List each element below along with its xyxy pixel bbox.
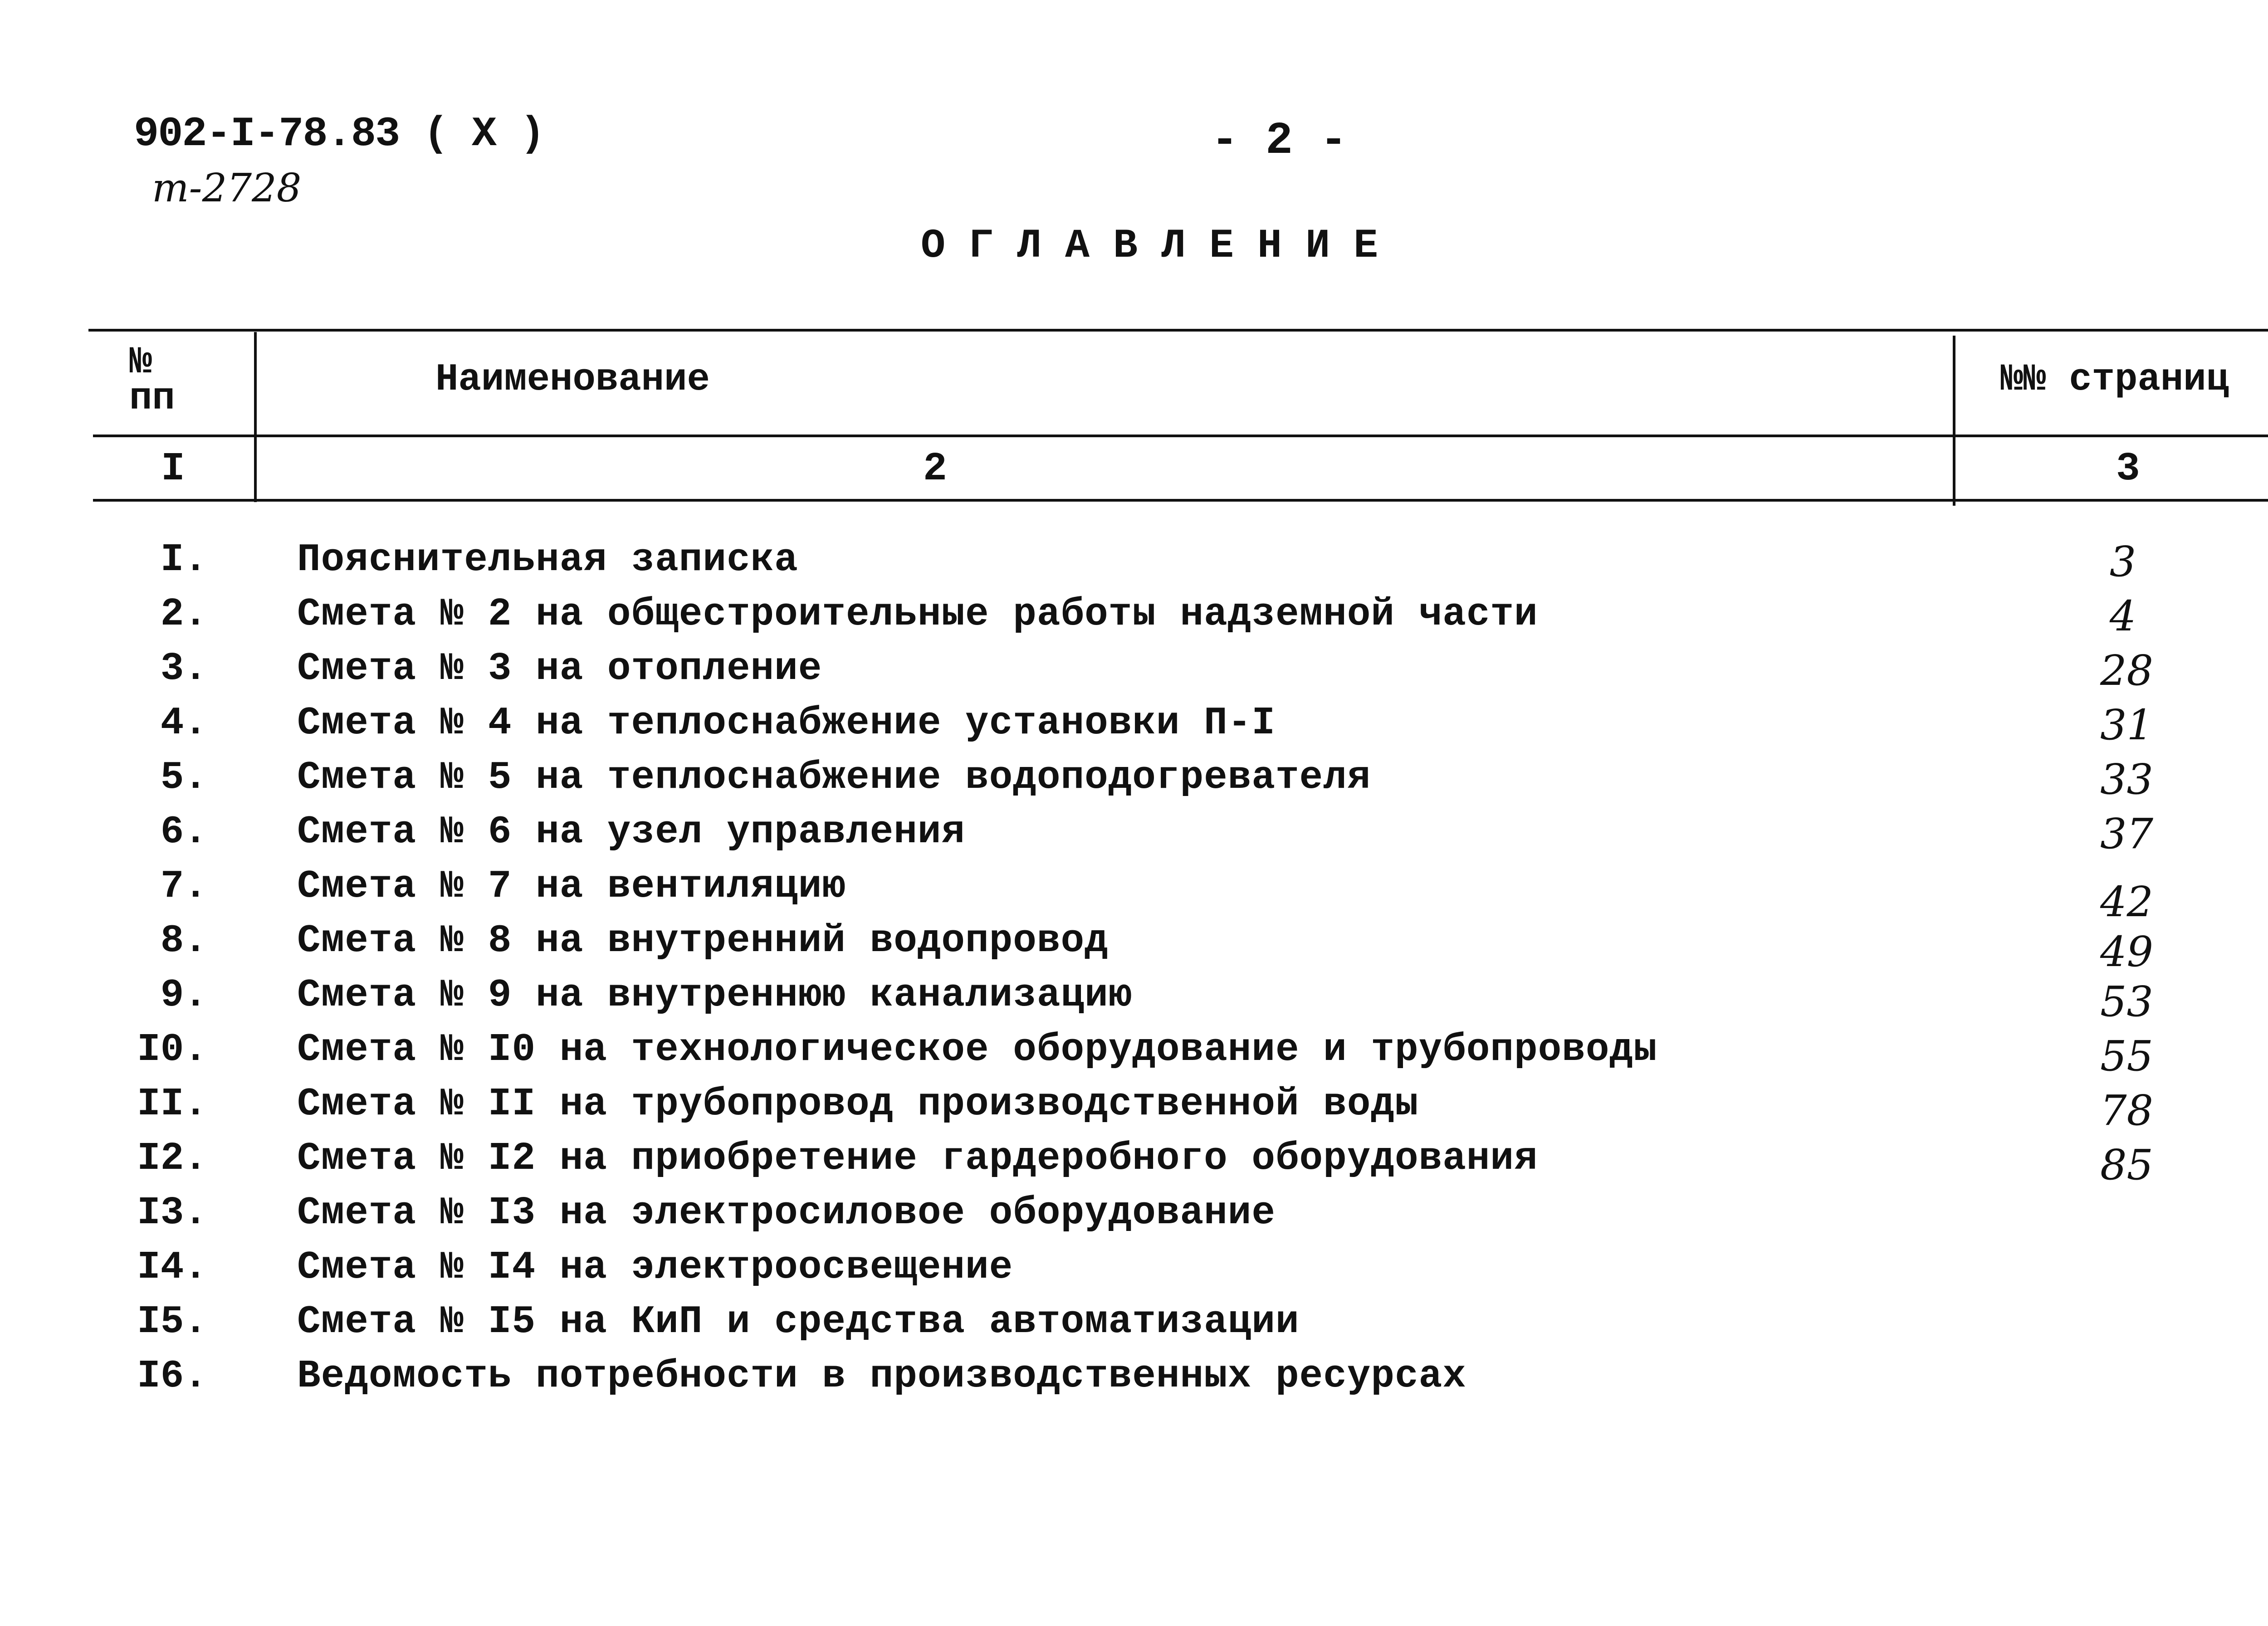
table-row	[0, 810, 2268, 864]
row-number: 2.	[160, 592, 207, 636]
row-number: 5.	[160, 755, 207, 800]
row-page: 37	[2100, 810, 2154, 858]
row-name: Смета № 3 на отопление	[297, 646, 822, 691]
row-number: 4.	[160, 701, 207, 745]
table-top-rule	[88, 329, 2268, 332]
row-number: 9.	[160, 973, 207, 1017]
table-row	[0, 755, 2268, 810]
row-name: Смета № II на трубопровод производственной воды	[297, 1082, 1419, 1126]
row-number: 3.	[160, 646, 207, 691]
row-page: 78	[2100, 1086, 2154, 1135]
table-row	[0, 1354, 2268, 1408]
row-number: I0.	[137, 1027, 207, 1072]
row-name: Смета № I4 на электроосвещение	[297, 1245, 1013, 1289]
header-name-column: Наименование	[435, 358, 710, 401]
row-name: Ведомость потребности в производственных ресурсах	[297, 1354, 1466, 1398]
row-name: Смета № 8 на внутренний водопровод	[297, 918, 1109, 963]
column-number-3: 3	[2116, 447, 2140, 492]
row-page: 53	[2100, 977, 2154, 1026]
table-row	[0, 918, 2268, 976]
column-divider-right	[1953, 336, 1955, 506]
row-name: Смета № 2 на общестроительные работы надземной части	[297, 592, 1538, 636]
row-number: I3.	[137, 1191, 207, 1235]
header-bottom-rule	[93, 435, 2268, 437]
table-row	[0, 973, 2268, 1027]
column-number-bottom-rule	[93, 499, 2268, 502]
document-code: 902-I-78.83 ( X )	[134, 110, 544, 158]
table-row	[0, 1136, 2268, 1191]
row-number: I6.	[137, 1354, 207, 1398]
row-name: Смета № I2 на приобретение гардеробного оборудования	[297, 1136, 1538, 1181]
row-number: 6.	[160, 810, 207, 854]
row-name: Смета № 7 на вентиляцию	[297, 864, 846, 908]
table-row	[0, 1082, 2268, 1136]
row-number: I2.	[137, 1136, 207, 1181]
row-number: I5.	[137, 1299, 207, 1344]
row-name: Смета № 5 на теплоснабжение водоподогревателя	[297, 755, 1371, 800]
row-name: Смета № I5 на КиП и средства автоматизации	[297, 1299, 1300, 1344]
row-number: 7.	[160, 864, 207, 908]
row-name: Смета № I3 на электросиловое оборудование	[297, 1191, 1276, 1235]
row-page: 4	[2109, 592, 2136, 640]
row-page: 28	[2100, 646, 2154, 695]
row-name: Смета № 6 на узел управления	[297, 810, 966, 854]
table-row	[0, 1027, 2268, 1082]
table-row	[0, 646, 2268, 701]
page-title: ОГЛАВЛЕНИЕ	[921, 223, 1402, 269]
row-number: 8.	[160, 918, 207, 963]
row-page: 42	[2100, 878, 2154, 926]
row-number: II.	[137, 1082, 207, 1126]
row-page: 55	[2100, 1032, 2154, 1080]
row-name: Смета № I0 на технологическое оборудование и трубопроводы	[297, 1027, 1657, 1072]
header-pages-column: №№ страниц	[2000, 358, 2229, 401]
table-row	[0, 1299, 2268, 1354]
row-page: 49	[2100, 928, 2154, 976]
row-name: Смета № 9 на внутреннюю канализацию	[297, 973, 1133, 1017]
column-divider-left	[254, 332, 257, 502]
inventory-number: т-2728	[152, 166, 302, 211]
row-name: Смета № 4 на теплоснабжение установки П-I	[297, 701, 1276, 745]
header-number-column: № пп	[129, 341, 175, 420]
table-row	[0, 1191, 2268, 1245]
row-page: 3	[2109, 537, 2136, 586]
page-number: - 2 -	[1211, 116, 1348, 167]
table-row	[0, 537, 2268, 592]
row-page: 31	[2100, 701, 2154, 749]
row-number: I4.	[137, 1245, 207, 1289]
row-name: Пояснительная записка	[297, 537, 798, 582]
row-page: 33	[2100, 755, 2154, 804]
column-number-1: I	[161, 447, 185, 492]
table-row	[0, 1245, 2268, 1299]
table-row	[0, 864, 2268, 926]
table-row	[0, 592, 2268, 646]
row-number: I.	[160, 537, 207, 582]
column-number-2: 2	[923, 447, 947, 492]
row-page: 85	[2100, 1141, 2154, 1189]
table-row	[0, 701, 2268, 755]
